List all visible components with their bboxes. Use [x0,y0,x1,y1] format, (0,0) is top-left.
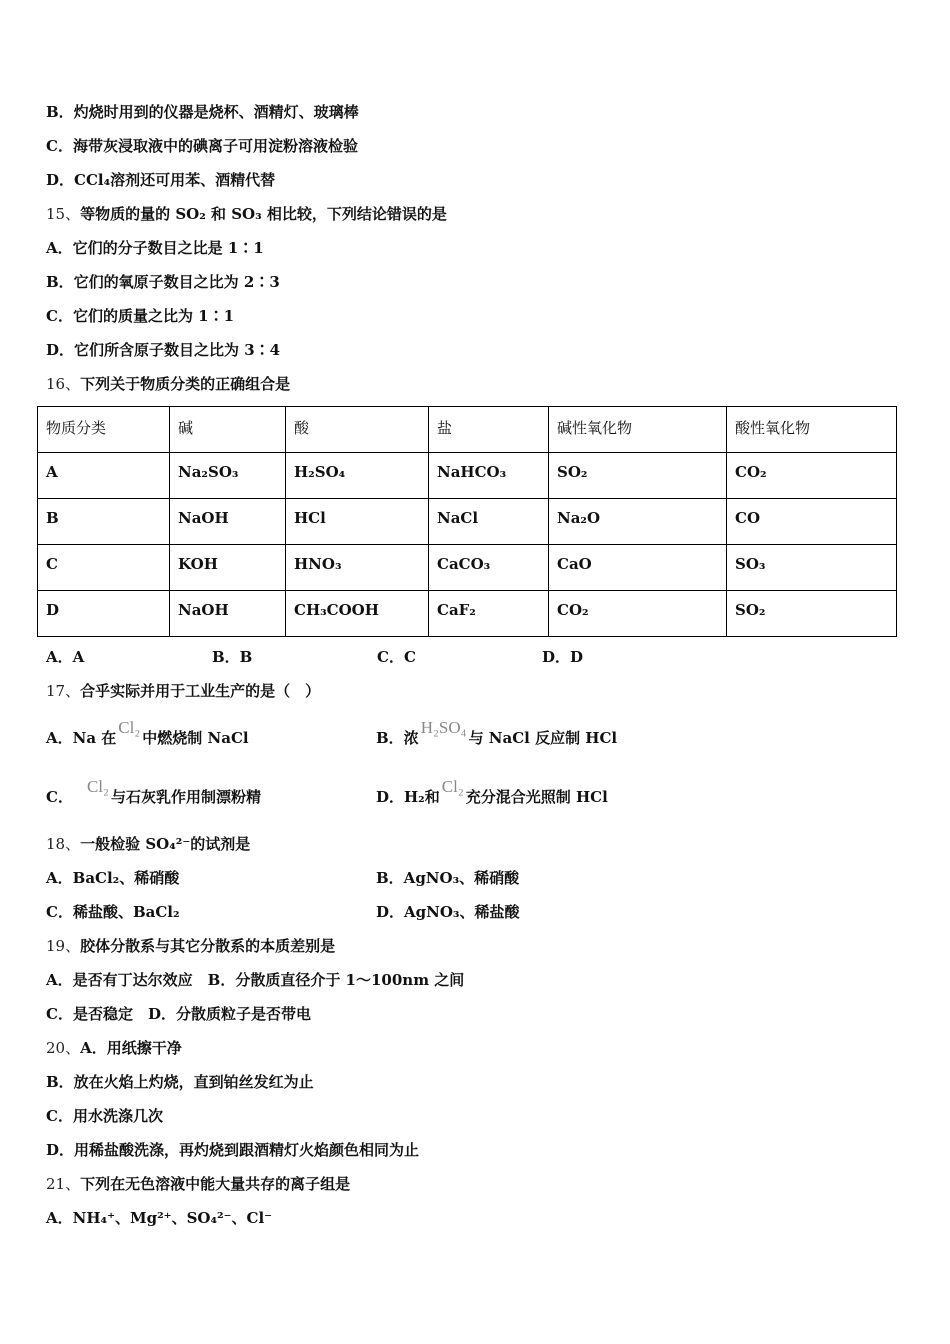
table-cell: NaOH [170,591,286,637]
table-cell: CO [727,499,897,545]
q14-option-b: B．灼烧时用到的仪器是烧杯、酒精灯、玻璃棒 [46,103,359,121]
q16-option-d: D．D [542,648,584,666]
table-cell: D [38,591,170,637]
text: 15、 [46,205,81,223]
text: D．H₂和 [376,788,440,806]
q19-options-line2: C．是否稳定 D．分散质粒子是否带电 [46,1005,311,1023]
text: 合乎实际并用于工业生产的是（ ） [80,682,321,700]
q17-option-d [376,777,608,807]
text: C． [46,788,73,806]
q18-option-b: B．AgNO₃、稀硝酸 [376,869,520,887]
text: A．Na 在 [46,729,117,747]
table-cell: CH₃COOH [286,591,429,637]
text: 与 NaCl 反应制 HCl [468,729,618,747]
table-cell: CO₂ [727,453,897,499]
q16-option-a: A．A [46,648,85,666]
text: 与石灰乳作用制漂粉精 [110,788,261,806]
formula-image: Cl₂ [118,718,141,737]
q18-option-c: C．稀盐酸、BaCl₂ [46,903,180,921]
table-row [38,545,897,591]
table-cell: H₂SO₄ [286,453,429,499]
q15-stem [46,204,447,224]
table-cell: SO₂ [549,453,727,499]
text: 中燃烧制 NaCl [142,729,249,747]
formula-image: H₂SO₄ [420,718,467,737]
text: 下列关于物质分类的正确组合是 [80,375,291,393]
formula-image: Cl₂ [441,777,464,796]
table-cell: SO₂ [727,591,897,637]
text: A．用纸擦干净 [80,1039,182,1057]
q20-option-c: C．用水洗涤几次 [46,1107,163,1125]
text: 19、 [46,937,81,955]
table-cell: Na₂SO₃ [170,453,286,499]
table-cell: B [38,499,170,545]
q17-option-c [46,777,261,807]
text: 18、 [46,835,81,853]
table-row [38,453,897,499]
q18-option-d: D．AgNO₃、稀盐酸 [376,903,520,921]
text: 充分混合光照制 HCl [465,788,608,806]
q21-stem [46,1174,350,1194]
formula-image: Cl₂ [86,777,109,796]
table-cell: CaF₂ [429,591,549,637]
q21-option-a: A．NH₄⁺、Mg²⁺、SO₄²⁻、Cl⁻ [46,1209,273,1227]
q19-options-line1: A．是否有丁达尔效应 B．分散质直径介于 1～100nm 之间 [46,971,465,989]
q15-option-c: C．它们的质量之比为 1∶1 [46,307,235,325]
table-cell: A [38,453,170,499]
table-cell: Na₂O [549,499,727,545]
table-cell: HNO₃ [286,545,429,591]
q20-option-d: D．用稀盐酸洗涤，再灼烧到跟酒精灯火焰颜色相同为止 [46,1141,420,1159]
table-cell: CO₂ [549,591,727,637]
table-cell: NaCl [429,499,549,545]
table-cell: 物质分类 [38,407,170,453]
table-cell: SO₃ [727,545,897,591]
q17-option-b [376,718,618,748]
q17-stem [46,681,320,701]
q15-option-b: B．它们的氧原子数目之比为 2∶3 [46,273,280,291]
q16-stem [46,374,290,394]
q16-option-c: C．C [377,648,416,666]
q14-option-d: D．CCl₄溶剂还可用苯、酒精代替 [46,171,276,189]
q19-stem [46,936,335,956]
text: 17、 [46,682,81,700]
text: 20、 [46,1039,81,1057]
table-row [38,499,897,545]
table-cell: CaCO₃ [429,545,549,591]
q17-option-a [46,718,249,748]
text: 16、 [46,375,81,393]
q20-option-a [46,1038,182,1058]
table-cell: C [38,545,170,591]
q14-option-c: C．海带灰浸取液中的碘离子可用淀粉溶液检验 [46,137,358,155]
text: 一般检验 SO₄²⁻的试剂是 [80,835,251,853]
table-header-row [38,407,897,453]
text [38,407,897,637]
table-cell: 碱 [170,407,286,453]
table-cell: KOH [170,545,286,591]
text: 下列在无色溶液中能大量共存的离子组是 [80,1175,351,1193]
table-cell: NaOH [170,499,286,545]
table-cell: 碱性氧化物 [549,407,727,453]
table-cell: 酸 [286,407,429,453]
q15-option-d: D．它们所含原子数目之比为 3∶4 [46,341,281,359]
text: 等物质的量的 SO₂ 和 SO₃ 相比较，下列结论错误的是 [80,205,447,223]
table-row [38,591,897,637]
q16-option-b: B．B [212,648,253,666]
q18-option-a: A．BaCl₂、稀硝酸 [46,869,180,887]
q20-option-b: B．放在火焰上灼烧，直到铂丝发红为止 [46,1073,314,1091]
text: 21、 [46,1175,81,1193]
q18-stem [46,834,250,854]
table-cell: NaHCO₃ [429,453,549,499]
table-cell: HCl [286,499,429,545]
table-cell: 盐 [429,407,549,453]
text: B．浓 [376,729,419,747]
table-cell: 酸性氧化物 [727,407,897,453]
q15-option-a: A．它们的分子数目之比是 1∶1 [46,239,264,257]
classification-table [37,406,897,637]
text: 胶体分散系与其它分散系的本质差别是 [80,937,336,955]
table-cell: CaO [549,545,727,591]
